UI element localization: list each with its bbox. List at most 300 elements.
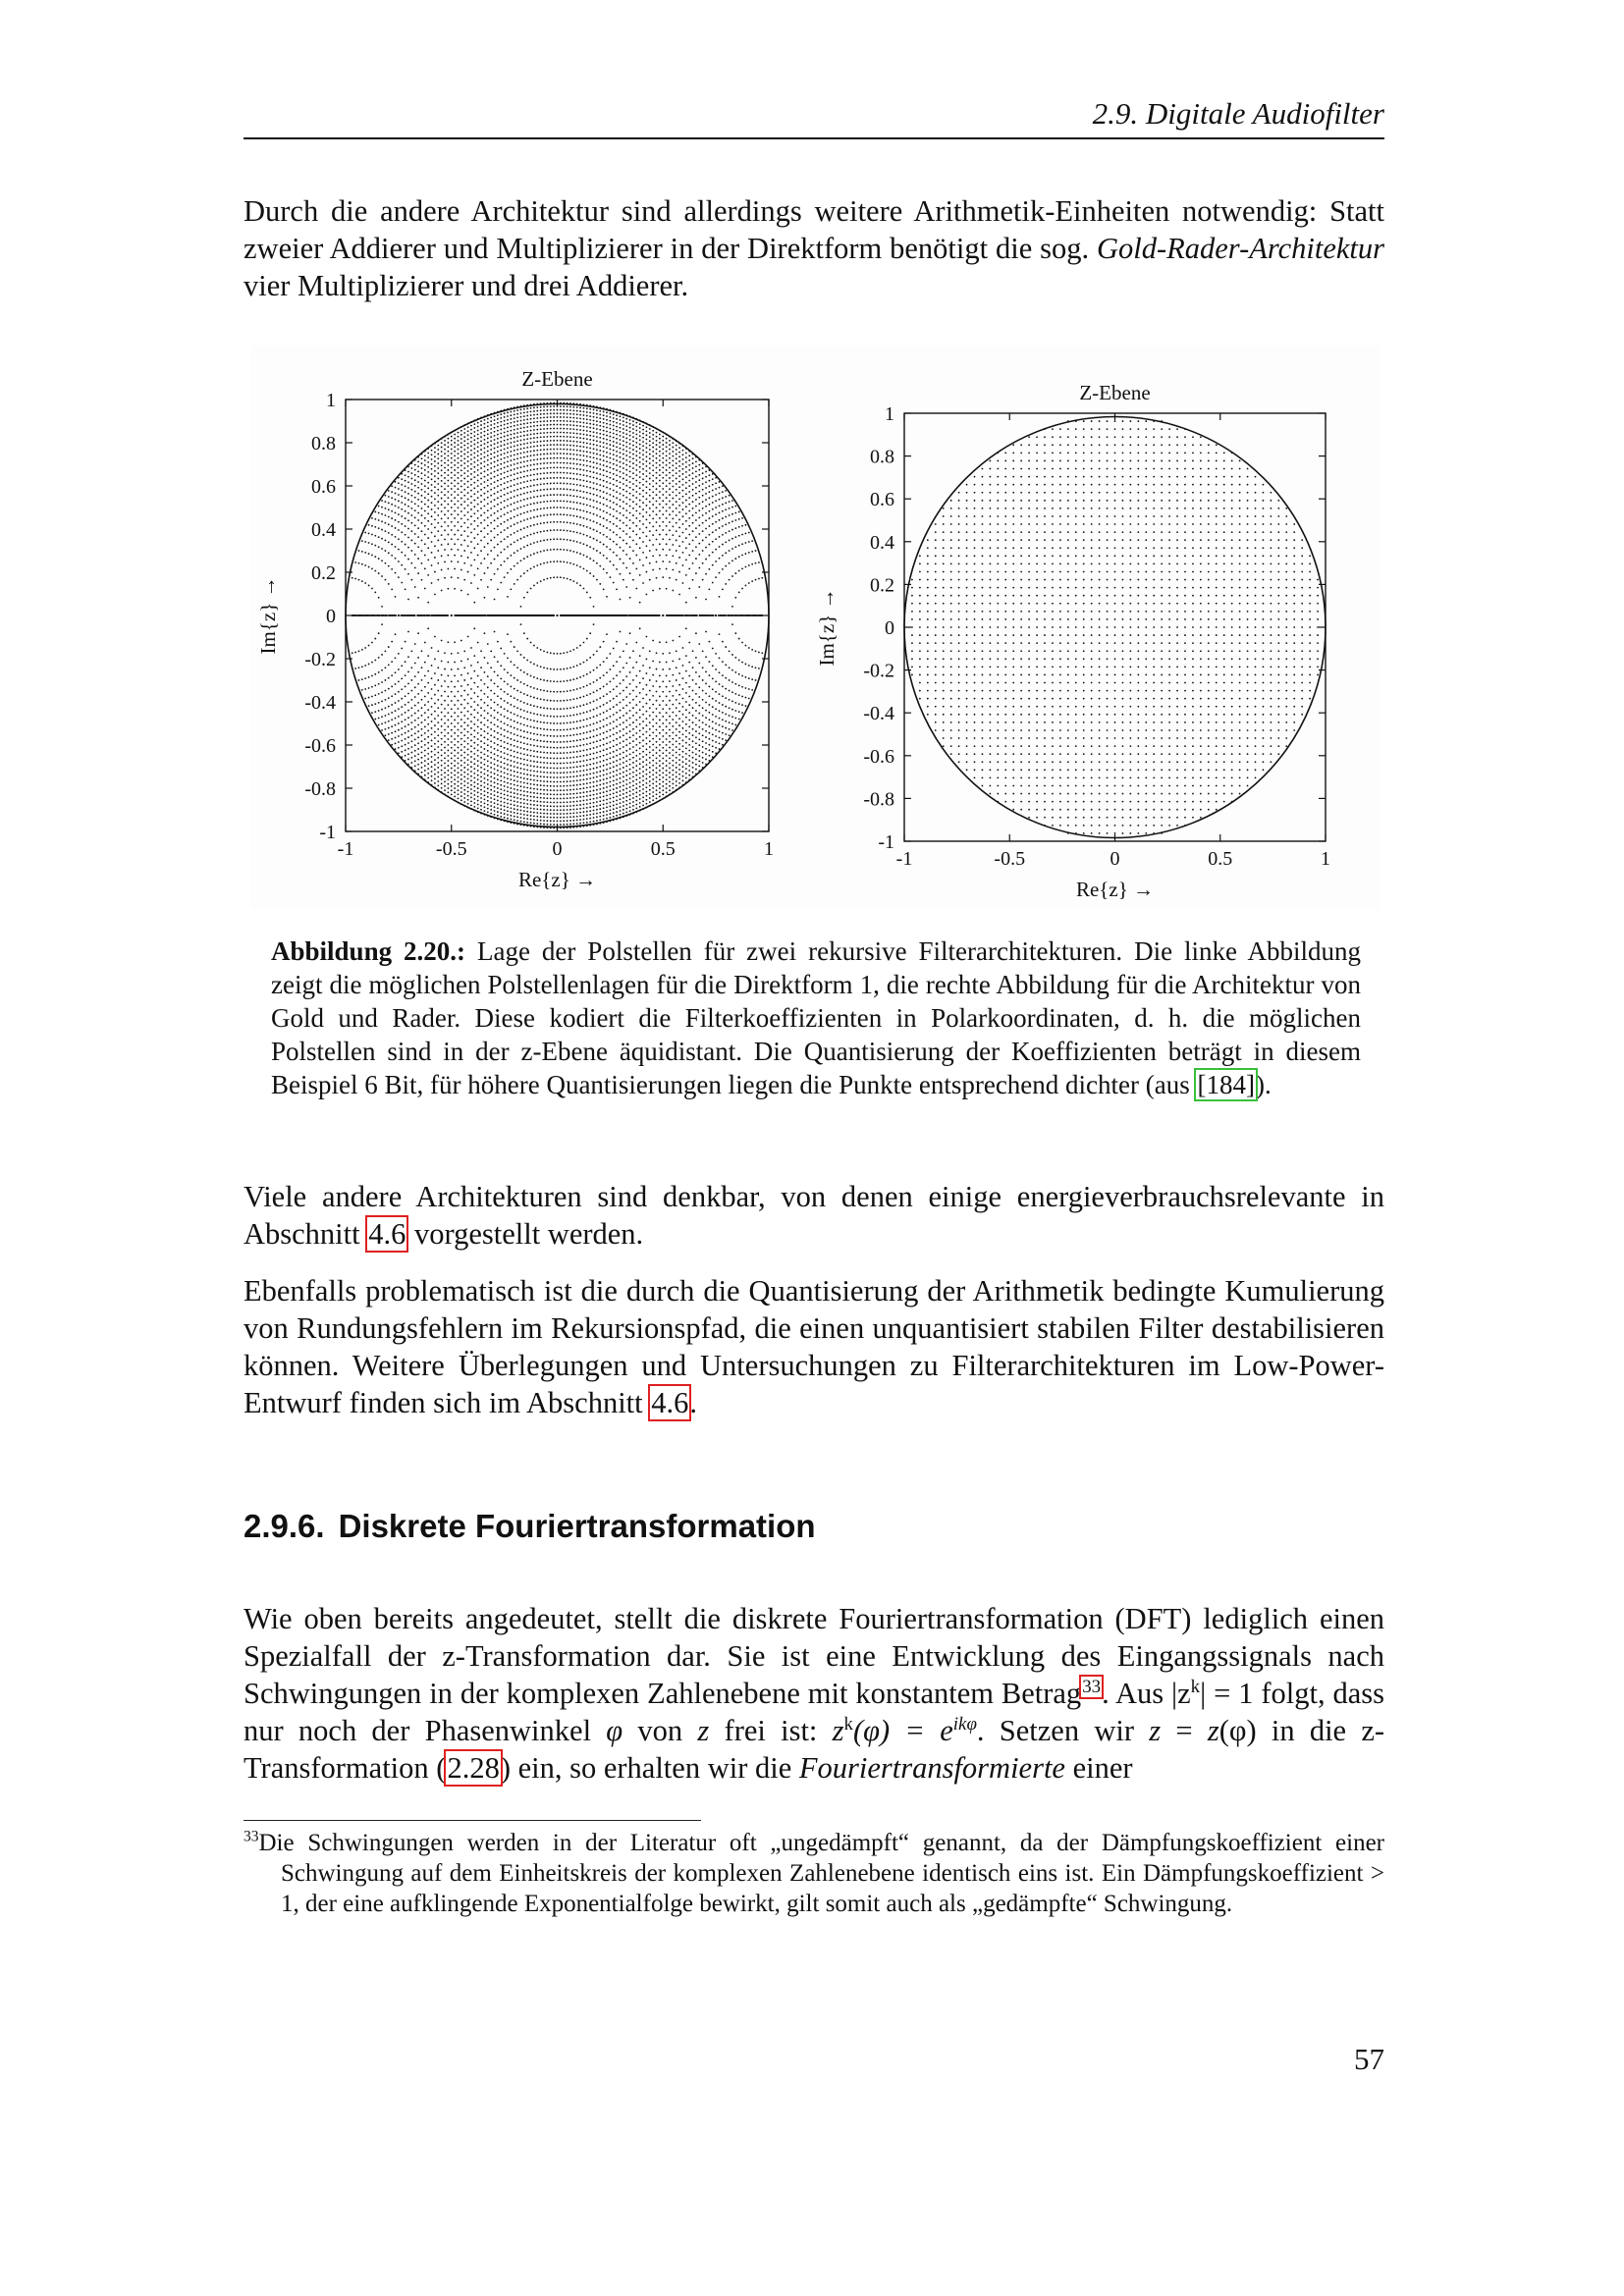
- pole-point: [516, 734, 518, 736]
- pole-point: [606, 487, 608, 489]
- pole-point: [599, 733, 601, 735]
- pole-point: [480, 472, 482, 474]
- pole-point: [401, 665, 403, 667]
- pole-point: [583, 770, 585, 772]
- pole-point: [629, 777, 631, 779]
- pole-point: [401, 678, 403, 680]
- pole-point: [593, 453, 595, 454]
- pole-point: [579, 766, 581, 768]
- pole-point: [490, 522, 492, 524]
- pole-point: [715, 549, 717, 551]
- pole-point: [692, 721, 694, 723]
- pole-point: [488, 614, 490, 616]
- pole-point: [646, 718, 648, 720]
- pole-point: [613, 665, 615, 667]
- pole-point: [550, 521, 552, 523]
- pole-point: [520, 448, 522, 450]
- pole-point: [649, 501, 651, 503]
- pole-point: [676, 746, 677, 748]
- pole-point: [625, 720, 627, 721]
- pole-point: [477, 491, 479, 493]
- pole-point: [567, 462, 568, 464]
- pole-point: [546, 789, 548, 791]
- pole-point: [599, 523, 601, 525]
- pole-point: [567, 449, 568, 451]
- pole-point: [698, 517, 700, 519]
- pole-point: [620, 519, 622, 521]
- pole-point: [427, 701, 429, 703]
- pole-point: [546, 746, 548, 748]
- pole-point: [567, 521, 568, 523]
- pole-point: [593, 716, 595, 718]
- pole-point: [417, 527, 419, 529]
- pole-point: [567, 715, 568, 717]
- pole-point: [516, 715, 518, 717]
- pole-point: [463, 614, 465, 616]
- pole-point: [593, 494, 595, 496]
- pole-point: [463, 734, 465, 736]
- pole-point: [477, 534, 479, 536]
- pole-point: [557, 789, 559, 791]
- pole-point: [437, 522, 439, 524]
- pole-point: [632, 467, 634, 469]
- pole-point: [632, 767, 634, 769]
- pole-point: [421, 507, 423, 509]
- pole-point: [676, 522, 677, 524]
- pole-point: [447, 555, 449, 557]
- pole-point: [520, 500, 522, 502]
- pole-point: [596, 501, 598, 503]
- pole-point: [678, 672, 680, 674]
- pole-point: [596, 772, 598, 774]
- pole-point: [557, 436, 559, 438]
- pole-point: [557, 668, 559, 670]
- pole-point: [593, 654, 595, 656]
- pole-point: [441, 480, 443, 482]
- pole-point: [451, 488, 453, 490]
- pole-point: [490, 501, 492, 503]
- pole-point: [417, 572, 419, 574]
- pole-point: [688, 720, 690, 721]
- pole-point: [596, 752, 598, 754]
- pole-point: [609, 453, 611, 454]
- pole-point: [516, 522, 518, 524]
- pole-point: [497, 555, 499, 557]
- pole-point: [467, 475, 469, 477]
- pole-point: [458, 513, 460, 515]
- pole-point: [656, 501, 658, 503]
- pole-point: [635, 662, 637, 664]
- pole-point: [514, 473, 515, 475]
- pole-point: [569, 454, 571, 455]
- pole-point: [514, 496, 515, 498]
- pole-point: [473, 471, 475, 473]
- pole-point: [583, 791, 585, 793]
- pole-point: [656, 752, 658, 754]
- pole-point: [500, 756, 502, 758]
- pole-point: [695, 546, 697, 548]
- pole-point: [543, 784, 545, 786]
- pole-point: [405, 568, 406, 570]
- pole-point: [563, 436, 565, 438]
- pole-point: [620, 461, 622, 463]
- pole-point: [698, 713, 700, 715]
- pole-point: [441, 510, 443, 512]
- pole-point: [625, 770, 627, 772]
- pole-point: [632, 667, 634, 668]
- pole-point: [695, 572, 697, 574]
- pole-point: [550, 793, 552, 795]
- pole-point: [685, 602, 687, 604]
- pole-point: [593, 753, 595, 755]
- pole-point: [463, 728, 465, 730]
- pole-point: [500, 775, 502, 777]
- pole-point: [487, 454, 489, 456]
- pole-point: [712, 665, 714, 667]
- pole-point: [576, 688, 578, 690]
- pole-point: [599, 473, 601, 475]
- pole-point: [572, 483, 574, 485]
- pole-point: [570, 614, 572, 616]
- pole-point: [688, 725, 690, 727]
- pole-point: [616, 744, 618, 746]
- pole-point: [632, 540, 634, 542]
- pole-point: [424, 738, 426, 740]
- pole-point: [642, 532, 644, 534]
- pole-point: [586, 556, 588, 558]
- pole-point: [678, 724, 680, 726]
- pole-point: [398, 691, 400, 693]
- pole-point: [593, 701, 595, 703]
- pole-point: [523, 499, 525, 501]
- pole-point: [467, 535, 469, 537]
- pole-point: [579, 733, 581, 735]
- pole-point: [616, 504, 618, 506]
- pole-point: [666, 720, 668, 721]
- pole-point: [596, 667, 598, 668]
- pole-point: [553, 785, 555, 787]
- pole-point: [629, 487, 631, 489]
- pole-point: [596, 707, 598, 709]
- pole-point: [451, 653, 453, 655]
- pole-point: [510, 588, 512, 590]
- pole-point: [523, 773, 525, 774]
- pole-point: [424, 588, 426, 590]
- pole-point: [431, 496, 433, 498]
- pole-point: [536, 706, 538, 708]
- pole-point: [533, 496, 535, 498]
- pole-point: [516, 789, 518, 791]
- pole-point: [656, 521, 658, 523]
- pole-point: [603, 459, 605, 461]
- pole-point: [550, 494, 552, 496]
- pole-point: [431, 665, 433, 667]
- pole-point: [666, 510, 668, 512]
- pole-point: [516, 699, 518, 701]
- pole-point: [567, 741, 568, 743]
- pole-point: [526, 769, 528, 771]
- pole-point: [526, 505, 528, 507]
- pole-point: [473, 758, 475, 760]
- pole-point: [642, 739, 644, 741]
- pole-point: [563, 785, 565, 787]
- pole-point: [609, 776, 611, 778]
- pole-point: [705, 599, 707, 601]
- pole-point: [427, 670, 429, 672]
- pole-point: [553, 529, 555, 531]
- pole-point: [500, 733, 502, 735]
- pole-point: [523, 657, 525, 659]
- pole-point: [434, 684, 436, 686]
- pole-point: [490, 776, 492, 778]
- pole-point: [666, 686, 668, 688]
- pole-point: [712, 582, 714, 584]
- pole-point: [497, 504, 499, 506]
- pole-point: [576, 788, 578, 790]
- pole-point: [410, 562, 412, 564]
- pole-point: [514, 745, 515, 747]
- pole-point: [563, 449, 565, 451]
- pole-point: [523, 764, 525, 766]
- pole-point: [557, 716, 559, 718]
- pole-point: [639, 547, 641, 549]
- pole-point: [623, 472, 624, 474]
- pole-point: [642, 496, 644, 498]
- pole-point: [560, 793, 562, 795]
- pole-point: [563, 716, 565, 718]
- pole-point: [447, 525, 449, 527]
- pole-point: [543, 776, 545, 778]
- pole-point: [467, 511, 469, 513]
- pole-point: [599, 503, 601, 505]
- pole-point: [458, 729, 460, 731]
- pole-point: [603, 704, 605, 706]
- pole-point: [722, 588, 724, 590]
- pole-point: [494, 499, 496, 501]
- pole-point: [510, 787, 512, 789]
- pole-point: [500, 582, 502, 584]
- pole-point: [463, 762, 465, 764]
- pole-point: [616, 778, 618, 780]
- pole-point: [557, 735, 559, 737]
- pole-point: [458, 668, 460, 670]
- pole-point: [454, 720, 456, 721]
- pole-point: [536, 484, 538, 486]
- pole-point: [635, 686, 637, 688]
- pole-point: [543, 454, 545, 455]
- pole-point: [494, 777, 496, 779]
- pole-point: [639, 461, 641, 463]
- pole-point: [632, 507, 634, 509]
- pole-point: [490, 562, 492, 564]
- pole-point: [497, 568, 499, 570]
- pole-point: [460, 517, 462, 519]
- pole-point: [589, 782, 591, 784]
- pole-point: [454, 464, 456, 466]
- pole-point: [510, 760, 512, 762]
- pole-point: [640, 614, 642, 616]
- pole-point: [484, 452, 486, 454]
- pole-point: [725, 646, 727, 648]
- pole-point: [526, 460, 528, 462]
- pole-point: [652, 517, 654, 519]
- pole-point: [635, 555, 637, 557]
- pole-point: [553, 444, 555, 446]
- pole-point: [530, 642, 532, 644]
- pole-point: [431, 677, 433, 679]
- pole-point: [672, 725, 674, 727]
- pole-point: [613, 468, 615, 470]
- pole-point: [510, 749, 512, 751]
- pole-point: [507, 465, 509, 467]
- pole-point: [599, 446, 601, 448]
- pole-point: [530, 480, 532, 482]
- pole-point: [526, 765, 528, 767]
- pole-point: [646, 764, 648, 766]
- pole-point: [672, 492, 674, 494]
- pole-point: [494, 512, 496, 514]
- pole-point: [484, 536, 486, 538]
- pole-point: [540, 522, 542, 524]
- pole-point: [454, 725, 456, 727]
- pole-point: [609, 614, 611, 616]
- pole-point: [589, 777, 591, 779]
- pole-point: [540, 495, 542, 497]
- pole-point: [540, 531, 542, 533]
- pole-point: [460, 738, 462, 740]
- pole-point: [520, 507, 522, 508]
- pole-point: [613, 490, 615, 492]
- pole-point: [698, 543, 700, 545]
- pole-point: [550, 549, 552, 551]
- pole-point: [463, 562, 465, 564]
- pole-point: [437, 690, 439, 692]
- pole-point: [625, 451, 627, 453]
- pole-point: [642, 478, 644, 480]
- pole-point: [560, 561, 562, 562]
- pole-point: [477, 770, 479, 772]
- pole-point: [454, 485, 456, 487]
- pole-point: [623, 762, 624, 764]
- pole-point: [639, 500, 641, 502]
- pole-point: [463, 530, 465, 532]
- pole-point: [603, 765, 605, 767]
- pole-point: [385, 667, 387, 668]
- pole-point: [536, 751, 538, 753]
- pole-point: [705, 528, 707, 530]
- pole-point: [497, 732, 499, 734]
- pole-point: [494, 471, 496, 473]
- pole-point: [593, 471, 595, 473]
- pole-point: [705, 710, 707, 712]
- pole-point: [490, 679, 492, 681]
- pole-point: [477, 642, 479, 644]
- pole-point: [652, 749, 654, 751]
- pole-point: [685, 692, 687, 694]
- pole-point: [669, 691, 671, 693]
- pole-point: [652, 704, 654, 706]
- pole-point: [490, 667, 492, 668]
- pole-point: [401, 706, 403, 708]
- pole-point: [623, 483, 624, 485]
- pole-point: [421, 579, 423, 581]
- pole-point: [560, 436, 562, 438]
- pole-point: [572, 489, 574, 491]
- pole-point: [434, 731, 436, 733]
- pole-point: [468, 614, 470, 616]
- pole-point: [504, 747, 506, 749]
- pole-point: [656, 722, 658, 724]
- pole-point: [572, 793, 574, 795]
- pole-point: [388, 646, 390, 648]
- pole-point: [620, 506, 622, 507]
- pole-point: [583, 446, 585, 448]
- pole-point: [599, 677, 601, 679]
- pole-point: [698, 705, 700, 707]
- pole-point: [510, 485, 512, 487]
- pole-point: [507, 730, 509, 732]
- pole-point: [557, 444, 559, 446]
- pole-point: [563, 529, 565, 531]
- pole-point: [572, 522, 574, 524]
- pole-point: [540, 715, 542, 717]
- pole-point: [560, 538, 562, 540]
- pole-point: [567, 708, 568, 710]
- pole-point: [500, 714, 502, 716]
- pole-point: [510, 491, 512, 493]
- pole-point: [599, 788, 601, 790]
- pole-point: [563, 483, 565, 485]
- pole-point: [596, 472, 598, 474]
- pole-point: [444, 722, 446, 724]
- pole-point: [649, 467, 651, 469]
- pole-point: [434, 571, 436, 573]
- pole-point: [484, 730, 486, 732]
- pole-point: [572, 540, 574, 542]
- pole-point: [576, 490, 578, 492]
- pole-point: [391, 674, 393, 676]
- pole-point: [560, 457, 562, 459]
- pole-point: [599, 552, 601, 554]
- pole-point: [557, 513, 559, 515]
- pole-point: [510, 459, 512, 461]
- pole-point: [692, 679, 694, 681]
- pole-point: [659, 568, 661, 570]
- pole-point: [613, 502, 615, 504]
- pole-point: [543, 489, 545, 491]
- pole-point: [500, 665, 502, 667]
- pole-point: [702, 540, 704, 542]
- pole-point: [504, 735, 506, 737]
- pole-point: [480, 707, 482, 709]
- pole-point: [470, 698, 472, 700]
- pole-point: [480, 780, 482, 782]
- pole-point: [629, 546, 631, 548]
- pole-point: [620, 717, 622, 719]
- pole-point: [480, 772, 482, 774]
- pole-point: [473, 453, 475, 454]
- pole-point: [635, 480, 637, 482]
- pole-point: [523, 452, 525, 454]
- pole-point: [557, 768, 559, 770]
- pole-point: [593, 729, 595, 731]
- pole-point: [530, 738, 532, 740]
- pole-point: [405, 544, 406, 546]
- pole-point: [606, 633, 608, 635]
- pole-point: [536, 756, 538, 758]
- pole-point: [523, 456, 525, 458]
- pole-point: [625, 686, 627, 688]
